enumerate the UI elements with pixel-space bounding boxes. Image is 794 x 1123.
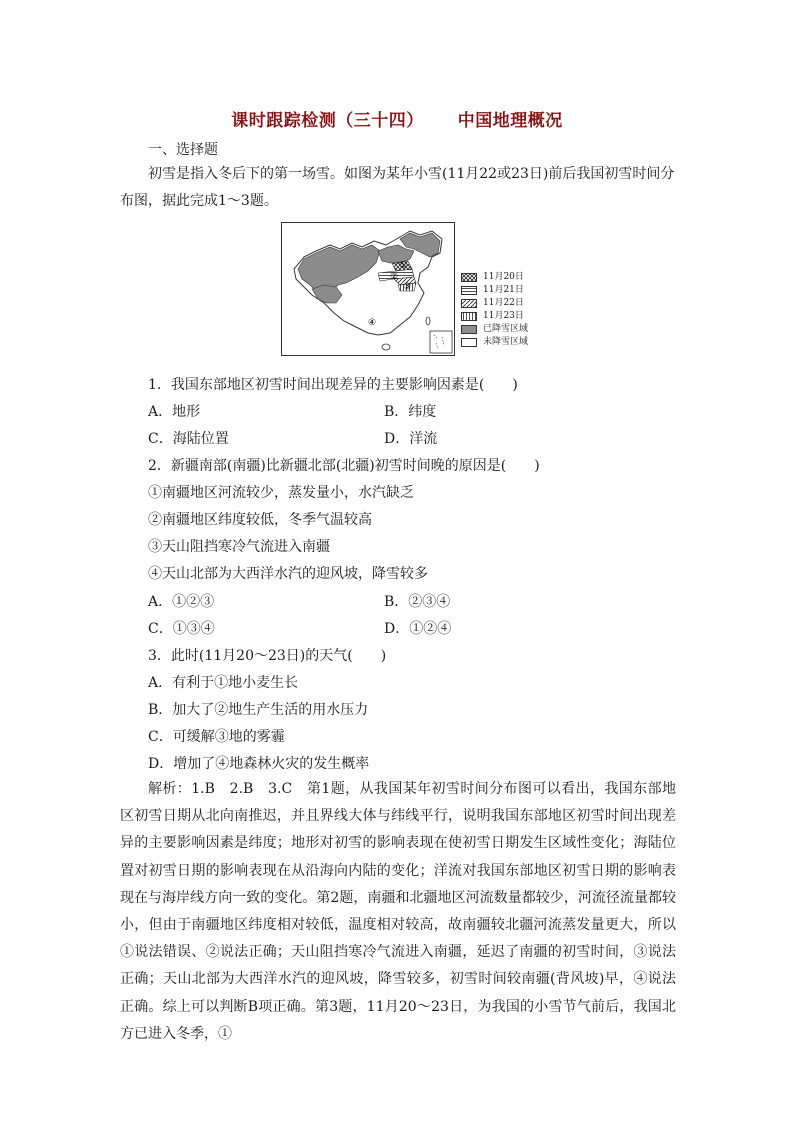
legend-item [461,323,528,335]
question-3-option-a: A．有利于①地小麦生长 [148,675,299,691]
question-3-option-c: C．可缓解③地的雾霾 [148,729,285,745]
legend-label: 已降雪区域 [483,324,529,334]
question-2-statement-4: ④天山北部为大西洋水汽的迎风坡，降雪较多 [148,566,428,582]
china-map [281,222,455,356]
intro-paragraph: 初雪是指入冬后下的第一场雪。如图为某年小雪(11月22或23日)前后我国初雪时间分布图，据此完成1～3题。 [120,166,675,209]
question-2-option-a: A．①②③ [148,594,215,610]
question-3-option-b: B．加大了②地生产生活的用水压力 [148,702,369,718]
question-2-statement-2: ②南疆地区纬度较低，冬季气温较高 [148,512,372,528]
question-2-stem: 2．新疆南部(南疆)比新疆北部(北疆)初雪时间晚的原因是( ) [148,458,540,474]
vertical-swatch [461,312,477,321]
map-legend [461,271,528,349]
question-1-option-a: A．地形 [148,404,201,420]
diagonal-swatch [461,299,477,308]
question-2-statement-3: ③天山阻挡寒冷气流进入南疆 [148,539,330,555]
title-sub: 中国地理概况 [457,111,563,131]
legend-item [461,271,528,283]
question-3-stem: 3．此时(11月20～23日)的天气( ) [148,648,387,664]
legend-label: 11月21日 [483,285,524,295]
snow-map-figure [281,222,543,356]
taiwan-island [426,317,430,325]
question-2-option-b: B．②③④ [384,594,451,610]
map-label-3: ③ [403,282,412,292]
legend-item [461,336,528,348]
legend-label: 11月22日 [483,298,524,308]
legend-item [461,310,528,322]
crosshatch-swatch [461,273,477,282]
page-title [0,106,794,131]
question-1-option-d: D．洋流 [384,431,438,447]
map-label-2: ② [390,272,399,282]
map-label-4: ④ [368,318,377,328]
south-sea-inset [430,331,452,353]
legend-item [461,297,528,309]
legend-label: 11月20日 [483,272,524,282]
question-2-option-d: D．①②④ [384,621,452,637]
map-label-1: ① [399,261,408,271]
horizontal-swatch [461,286,477,295]
question-1-stem: 1．我国东部地区初雪时间出现差异的主要影响因素是( ) [148,377,518,393]
question-1-option-c: C．海陆位置 [148,431,229,447]
white-swatch [461,338,477,347]
section-heading: 一、选择题 [148,142,218,158]
china-map-svg [282,223,454,355]
hainan-island [382,344,390,350]
analysis-paragraph: 解析：1.B 2.B 3.C 第1题，从我国某年初雪时间分布图可以看出，我国东部地区初雪日期从北向南推迟，并且界线大体与纬线平行，说明我国东部地区初雪时间出现差异的主要影响因素是纬度；地形对初雪的影响表现在使初雪日期发生区域性变化；海陆位置对初雪日期的影响表现在从沿海向内陆的变化；洋流对我国东部地区初雪日期的影响表现在与海岸线方向一致的变化。第2题，南疆和北疆地区河流数量都较少，河流径流量都较小，但由于南疆地区纬度相对较低，温度相对较高，故南疆较北疆河流蒸发量更大，所以①说法错误、②说法正确；天山阻挡寒冷气流进入南疆，延迟了南疆的初雪时间，③说法正确；天山北部为大西洋水汽的迎风坡，降雪较多，初雪时间较南疆(背风坡)早，④说法正确。综上可以判断B项正确。第3题，11月20～23日，为我国的小雪节气前后，我国北方已进入冬季，① [120,781,676,1042]
question-2-option-c: C．①③④ [148,621,215,637]
gray-swatch [461,325,477,334]
legend-label: 11月23日 [483,311,524,321]
question-1-option-b: B．纬度 [384,404,437,420]
legend-item [461,284,528,296]
legend-label: 未降雪区域 [483,337,529,347]
title-main: 课时跟踪检测（三十四） [231,111,424,131]
question-3-option-d: D．增加了④地森林火灾的发生概率 [148,756,370,772]
question-2-statement-1: ①南疆地区河流较少，蒸发量小，水汽缺乏 [148,485,414,501]
